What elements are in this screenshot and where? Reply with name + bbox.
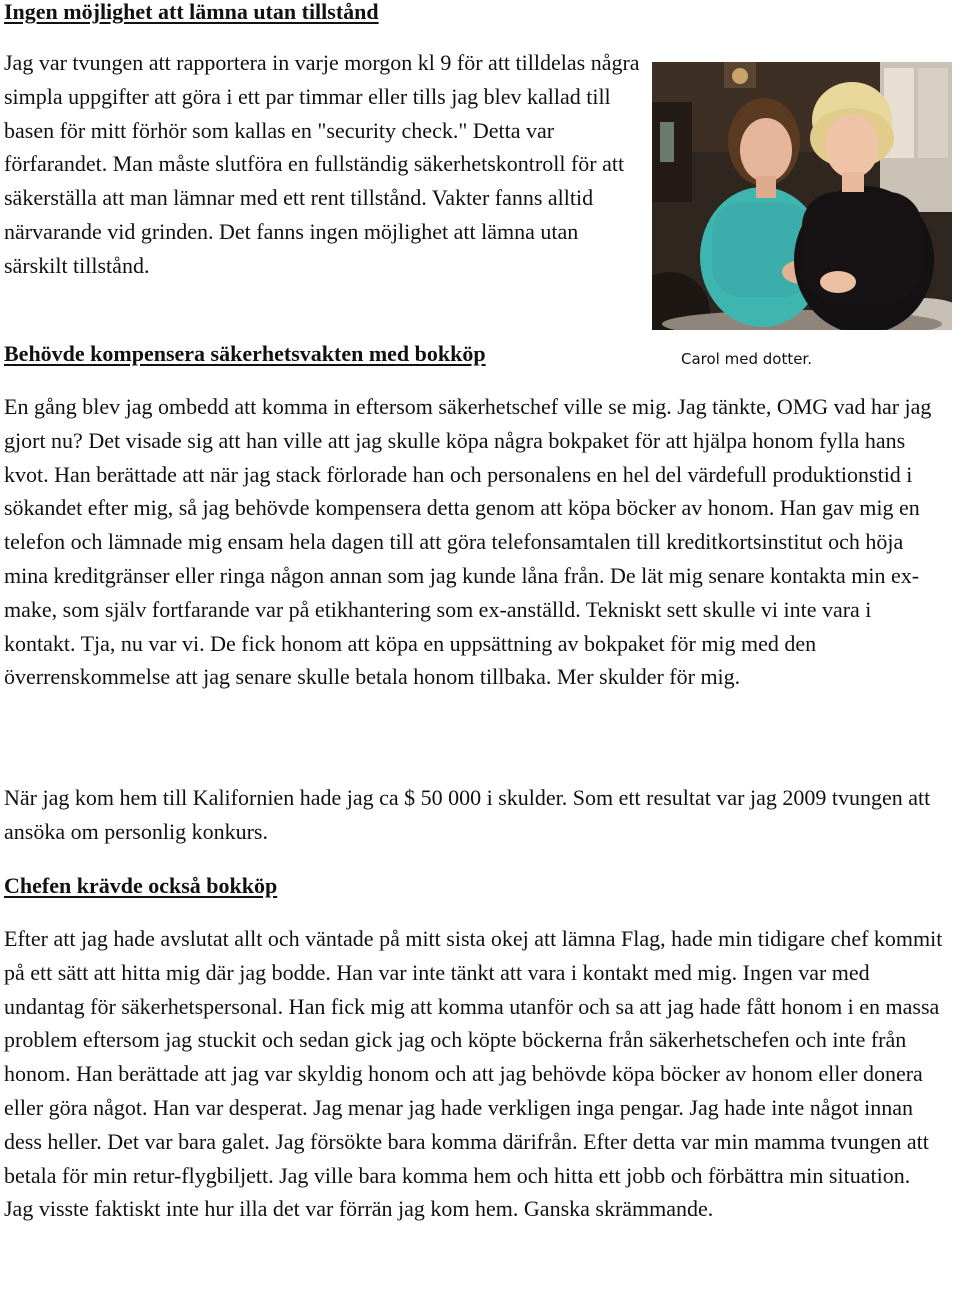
section-paragraph-boss: Efter att jag hade avslutat allt och väntade på mitt sista okej att lämna Flag, hade min tidigare chef kommit på ett sätt att hitta mig där jag bodde. Han var inte tänkt att vara i kontakt med mig. Ingen var med undantag för säkerhetspersonal. Han fick mig att komma utanför och sa att jag hade fått honom i en massa problem eftersom jag stuckit och sedan gick jag och köpte böckerna från säkerhetschefen och inte från honom. Han berättade att jag var skyldig honom och att jag behövde köpa böcker av honom eller donera eller göra något. Han var desperat. Jag menar jag hade verkligen inga pengar. Jag hade inte något innan dess heller. Det var bara galet. Jag försökte bara komma därifrån. Efter detta var min mamma tvungen att betala för min retur-flygbiljett. Jag ville bara komma hem och hitta ett jobb och förbättra min situation. Jag visste faktiskt inte hur illa det var förrän jag kom hem. Ganska skrämmande. [4,926,943,1222]
section-paragraph-security-guard-2: När jag kom hem till Kalifornien hade jag ca $ 50 000 i skulder. Som ett resultat var jag 2009 tvungen att ansöka om personlig konkurs. [4,785,931,844]
photo-illustration [652,62,952,330]
photo-carol-with-daughter [652,62,952,330]
section-heading-boss: Chefen krävde också bokköp [4,873,278,898]
section-paragraph-no-leave: Jag var tvungen att rapportera in varje morgon kl 9 för att tilldelas några simpla uppgifter att göra i ett par timmar eller tills jag blev kallad till basen för mitt förhör som kallas en "security check." Detta var förfarandet. Man måste slutföra en fullständig säkerhetskontroll för att säkerställa att man lämnar med ett rent tillstånd. Vakter fanns alltid närvarande vid grinden. Det fanns ingen möjlighet att lämna utan särskilt tillstånd. [4,50,640,278]
section-heading-no-leave: Ingen möjlighet att lämna utan tillstånd [4,0,379,24]
section-heading-security-guard: Behövde kompensera säkerhetsvakten med bokköp [4,341,486,366]
photo-caption: Carol med dotter. [681,350,812,368]
section-paragraph-security-guard-1: En gång blev jag ombedd att komma in eftersom säkerhetschef ville se mig. Jag tänkte, OMG vad har jag gjort nu? Det visade sig att han ville att jag skulle köpa några bokpaket för att hjälpa honom fylla hans kvot. Han berättade att när jag stack förlorade han och personalens en hel del värdefull produktionstid i sökandet efter mig, så jag behövde kompensera detta genom att köpa böcker av honom. Han gav mig en telefon och lämnade mig ensam hela dagen till att göra telefonsamtalen till kreditkortsinstitut och höja mina kreditgränser eller ringa någon annan som jag kunde låna från. De lät mig senare kontakta min ex-make, som själv fortfarande var på etikhantering som ex-anställd. Tekniskt sett skulle vi inte vara i kontakt. Tja, nu var vi. De fick honom att köpa en uppsättning av bokpaket för mig med den överrenskommelse att jag senare skulle betala honom tillbaka. Mer skulder för mig. [4,394,932,690]
